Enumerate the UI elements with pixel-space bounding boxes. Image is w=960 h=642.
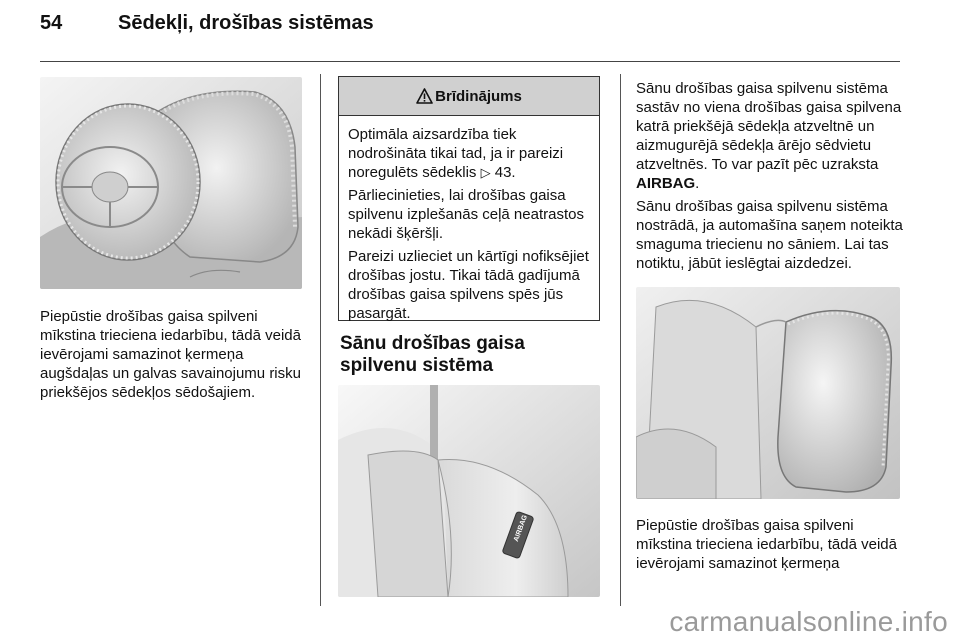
side-airbag-illustration xyxy=(636,287,900,499)
page-reference-link[interactable]: 43. xyxy=(494,164,516,181)
section-heading: Sānu drošības gaisa spilvenu sistēma xyxy=(340,333,525,376)
page-title: Sēdekļi, drošības sistēmas xyxy=(118,12,374,34)
right-paragraph-2: Sānu drošības gaisa spilvenu sistēma nostrādā, ja automašīna saņem noteikta smaguma triecienu no sāniem. Lai tas notiktu, jābūt ieslēgtai aizdedzei. xyxy=(636,198,903,272)
left-image-caption xyxy=(40,307,312,406)
header-rule xyxy=(40,61,900,62)
warning-title: Brīdinājums xyxy=(435,87,522,105)
right-caption-text: Piepūstie drošības gaisa spilveni mīkstina trieciena iedarbību, tādā veidā ievērojami samazinot ķermeņa xyxy=(636,517,897,572)
right-p1-after: . xyxy=(695,175,700,192)
caption-text: Piepūstie drošības gaisa spilveni mīkstina trieciena iedarbību, tādā veidā ievērojami samazinot ķermeņa augšdaļas un galvas savainojumu risku priekšējos sēdekļos sēdošajiem. xyxy=(40,308,301,401)
warning-p1-text: Optimāla aizsardzība tiek nodrošināta tikai tad, ja ir pareizi noregulēts sēdeklis xyxy=(348,126,564,181)
warning-paragraph-3: Pareizi uzlieciet un kārtīgi nofiksējiet drošības jostu. Tikai tādā gadījumā drošības gaisa spilvens spēs jūs pasargāt. xyxy=(348,248,589,322)
warning-paragraph-2: Pārliecinieties, lai drošības gaisa spilvenu izplešanās ceļā neatrastos nekādi šķēršļi. xyxy=(348,187,584,242)
page-number: 54 xyxy=(40,12,63,34)
right-p1-before: Sānu drošības gaisa spilvenu sistēma sastāv no viena drošības gaisa spilvena katrā priekšējā sēdekļa atzveltnē un aizmugurējā sēdekļa ārējo sēdvietu atzveltnēs. To var pazīt pēc uzraksta xyxy=(636,80,902,173)
airbag-keyword: AIRBAG xyxy=(636,175,696,192)
warning-box xyxy=(338,76,600,321)
right-paragraph-1 xyxy=(636,79,906,193)
right-image-caption xyxy=(636,516,908,577)
frontal-airbag-illustration xyxy=(40,77,302,289)
column-divider-right xyxy=(620,74,621,606)
airbag-tag-label: AIRBAG xyxy=(512,514,530,543)
page-reference-icon: ▷ xyxy=(480,165,491,180)
seat-airbag-label-illustration xyxy=(338,385,600,597)
right-column-text xyxy=(636,79,906,277)
warning-triangle-icon xyxy=(416,88,433,104)
warning-body xyxy=(339,116,599,323)
warning-header xyxy=(339,77,599,116)
watermark: carmanualsonline.info xyxy=(669,606,948,637)
column-divider-left xyxy=(320,74,321,606)
warning-paragraph-1 xyxy=(348,125,590,182)
